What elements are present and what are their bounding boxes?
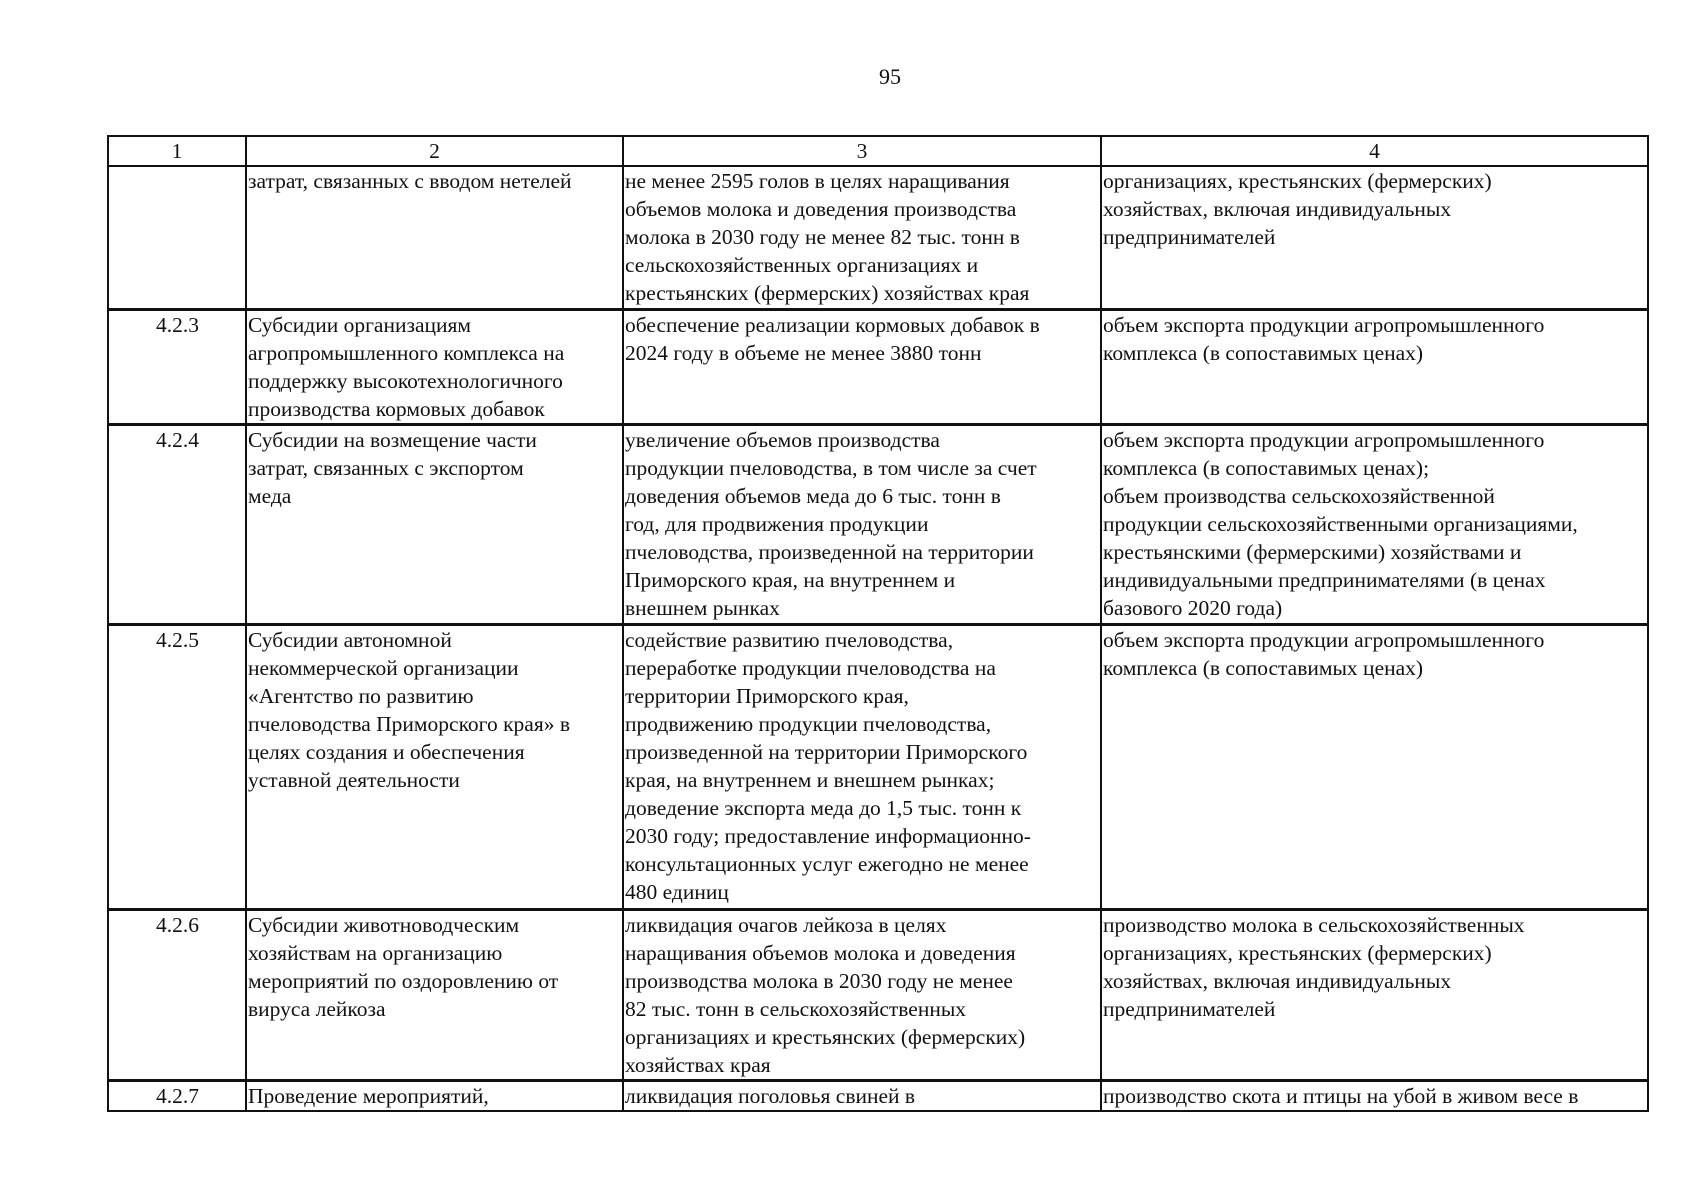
row-number: 4.2.7 xyxy=(108,1080,246,1111)
measure-name-cell xyxy=(246,1080,623,1111)
table-row xyxy=(108,909,1648,1080)
cell-text-line: вируса лейкоза xyxy=(248,996,386,1021)
cell-text-line: объем производства сельскохозяйственной xyxy=(1103,483,1495,508)
cell-text-line: организациях, крестьянских (фермерских) xyxy=(1103,940,1492,965)
cell-text-line: не менее 2595 голов в целях наращивания xyxy=(625,169,1010,193)
cell-text-line: хозяйствах, включая индивидуальных xyxy=(1103,197,1452,221)
row-number: 4.2.6 xyxy=(108,909,246,1080)
expected-result-cell xyxy=(623,1080,1101,1111)
cell-text-line: пчеловодства, произведенной на территории xyxy=(625,539,1034,564)
cell-text-line: организациях, крестьянских (фермерских) xyxy=(1103,169,1492,193)
cell-text-line: год, для продвижения продукции xyxy=(625,511,929,536)
row-number: 4.2.4 xyxy=(108,424,246,624)
expected-result-cell xyxy=(623,166,1101,309)
measure-name-cell xyxy=(246,166,623,309)
cell-text-line: 82 тыс. тонн в сельскохозяйственных xyxy=(625,996,967,1021)
cell-text-line: увеличение объемов производства xyxy=(625,427,940,452)
indicator-cell xyxy=(1101,1080,1648,1111)
table-row xyxy=(108,166,1648,309)
cell-text-line: 2030 году; предоставление информационно- xyxy=(625,823,1031,848)
expected-result-cell xyxy=(623,309,1101,424)
cell-text-line: объемов молока и доведения производства xyxy=(625,197,1017,221)
cell-text-line: 480 единиц xyxy=(625,879,729,904)
cell-text-line: продвижению продукции пчеловодства, xyxy=(625,711,992,736)
cell-text-line: ликвидация поголовья свиней в xyxy=(625,1083,916,1108)
cell-text-line: комплекса (в сопоставимых ценах) xyxy=(1103,340,1424,365)
cell-text-line: ликвидация очагов лейкоза в целях xyxy=(625,912,947,937)
cell-text-line: продукции пчеловодства, в том числе за счет xyxy=(625,455,1037,480)
row-number xyxy=(108,166,246,309)
cell-text-line: наращивания объемов молока и доведения xyxy=(625,940,1016,965)
measure-name-cell xyxy=(246,624,623,909)
cell-text-line: внешнем рынках xyxy=(625,595,780,620)
cell-text-line: доведение экспорта меда до 1,5 тыс. тонн к xyxy=(625,795,1022,820)
measure-name-cell xyxy=(246,909,623,1080)
measure-name-cell xyxy=(246,309,623,424)
cell-text-line: хозяйствах края xyxy=(625,1052,771,1077)
expected-result-cell xyxy=(623,424,1101,624)
indicator-cell xyxy=(1101,424,1648,624)
cell-text-line: комплекса (в сопоставимых ценах) xyxy=(1103,655,1424,680)
cell-text-line: «Агентство по развитию xyxy=(248,683,474,708)
cell-text-line: продукции сельскохозяйственными организациями, xyxy=(1103,511,1578,536)
table-row xyxy=(108,1080,1648,1111)
cell-text-line: комплекса (в сопоставимых ценах); xyxy=(1103,455,1430,480)
row-number: 4.2.3 xyxy=(108,309,246,424)
cell-text-line: сельскохозяйственных организациях и xyxy=(625,253,979,277)
indicator-cell xyxy=(1101,624,1648,909)
cell-text-line: производства молока в 2030 году не менее xyxy=(625,968,1013,993)
cell-text-line: мероприятий по оздоровлению от xyxy=(248,968,559,993)
cell-text-line: поддержку высокотехнологичного xyxy=(248,368,563,393)
indicator-cell xyxy=(1101,909,1648,1080)
cell-text-line: территории Приморского края, xyxy=(625,683,909,708)
cell-text-line: предпринимателей xyxy=(1103,996,1276,1021)
cell-text-line: производство скота и птицы на убой в живом весе в xyxy=(1103,1083,1579,1108)
cell-text-line: предпринимателей xyxy=(1103,225,1276,249)
cell-text-line: края, на внутреннем и внешнем рынках; xyxy=(625,767,995,792)
cell-text-line: крестьянских (фермерских) хозяйствах края xyxy=(625,281,1030,305)
cell-text-line: производства кормовых добавок xyxy=(248,396,545,421)
cell-text-line: содействие развитию пчеловодства, xyxy=(625,627,954,652)
cell-text-line: Приморского края, на внутреннем и xyxy=(625,567,956,592)
header-col-4: 4 xyxy=(1101,136,1648,166)
cell-text-line: произведенной на территории Приморского xyxy=(625,739,1028,764)
cell-text-line: Субсидии на возмещение части xyxy=(248,427,537,452)
cell-text-line: Субсидии автономной xyxy=(248,627,452,652)
cell-text-line: объем экспорта продукции агропромышленного xyxy=(1103,312,1545,337)
cell-text-line: Субсидии животноводческим xyxy=(248,912,520,937)
indicator-cell xyxy=(1101,166,1648,309)
indicator-cell xyxy=(1101,309,1648,424)
cell-text-line: затрат, связанных с вводом нетелей xyxy=(248,169,572,193)
expected-result-cell xyxy=(623,909,1101,1080)
expected-result-cell xyxy=(623,624,1101,909)
cell-text-line: целях создания и обеспечения xyxy=(248,739,525,764)
program-table xyxy=(107,135,1649,1112)
page-number: 95 xyxy=(879,64,901,89)
cell-text-line: Субсидии организациям xyxy=(248,312,471,337)
cell-text-line: затрат, связанных с экспортом xyxy=(248,455,524,480)
table-row xyxy=(108,309,1648,424)
cell-text-line: организациях и крестьянских (фермерских) xyxy=(625,1024,1026,1049)
cell-text-line: меда xyxy=(248,483,292,508)
header-row xyxy=(108,136,1648,166)
cell-text-line: агропромышленного комплекса на xyxy=(248,340,565,365)
cell-text-line: производство молока в сельскохозяйственных xyxy=(1103,912,1525,937)
table-row xyxy=(108,424,1648,624)
table-row xyxy=(108,624,1648,909)
header-col-2: 2 xyxy=(246,136,623,166)
cell-text-line: 2024 году в объеме не менее 3880 тонн xyxy=(625,340,982,365)
cell-text-line: Проведение мероприятий, xyxy=(248,1083,489,1108)
cell-text-line: хозяйствам на организацию xyxy=(248,940,503,965)
cell-text-line: переработке продукции пчеловодства на xyxy=(625,655,996,680)
cell-text-line: хозяйствах, включая индивидуальных xyxy=(1103,968,1452,993)
cell-text-line: некоммерческой организации xyxy=(248,655,519,680)
header-col-1: 1 xyxy=(108,136,246,166)
cell-text-line: объем экспорта продукции агропромышленного xyxy=(1103,427,1545,452)
cell-text-line: индивидуальными предпринимателями (в ценах xyxy=(1103,567,1546,592)
cell-text-line: пчеловодства Приморского края» в xyxy=(248,711,570,736)
row-number: 4.2.5 xyxy=(108,624,246,909)
cell-text-line: консультационных услуг ежегодно не менее xyxy=(625,851,1029,876)
cell-text-line: крестьянскими (фермерскими) хозяйствами и xyxy=(1103,539,1522,564)
cell-text-line: молока в 2030 году не менее 82 тыс. тонн в xyxy=(625,225,1020,249)
cell-text-line: базового 2020 года) xyxy=(1103,595,1283,620)
cell-text-line: доведения объемов меда до 6 тыс. тонн в xyxy=(625,483,1001,508)
cell-text-line: уставной деятельности xyxy=(248,767,460,792)
cell-text-line: объем экспорта продукции агропромышленного xyxy=(1103,627,1545,652)
header-col-3: 3 xyxy=(623,136,1101,166)
cell-text-line: обеспечение реализации кормовых добавок в xyxy=(625,312,1040,337)
measure-name-cell xyxy=(246,424,623,624)
